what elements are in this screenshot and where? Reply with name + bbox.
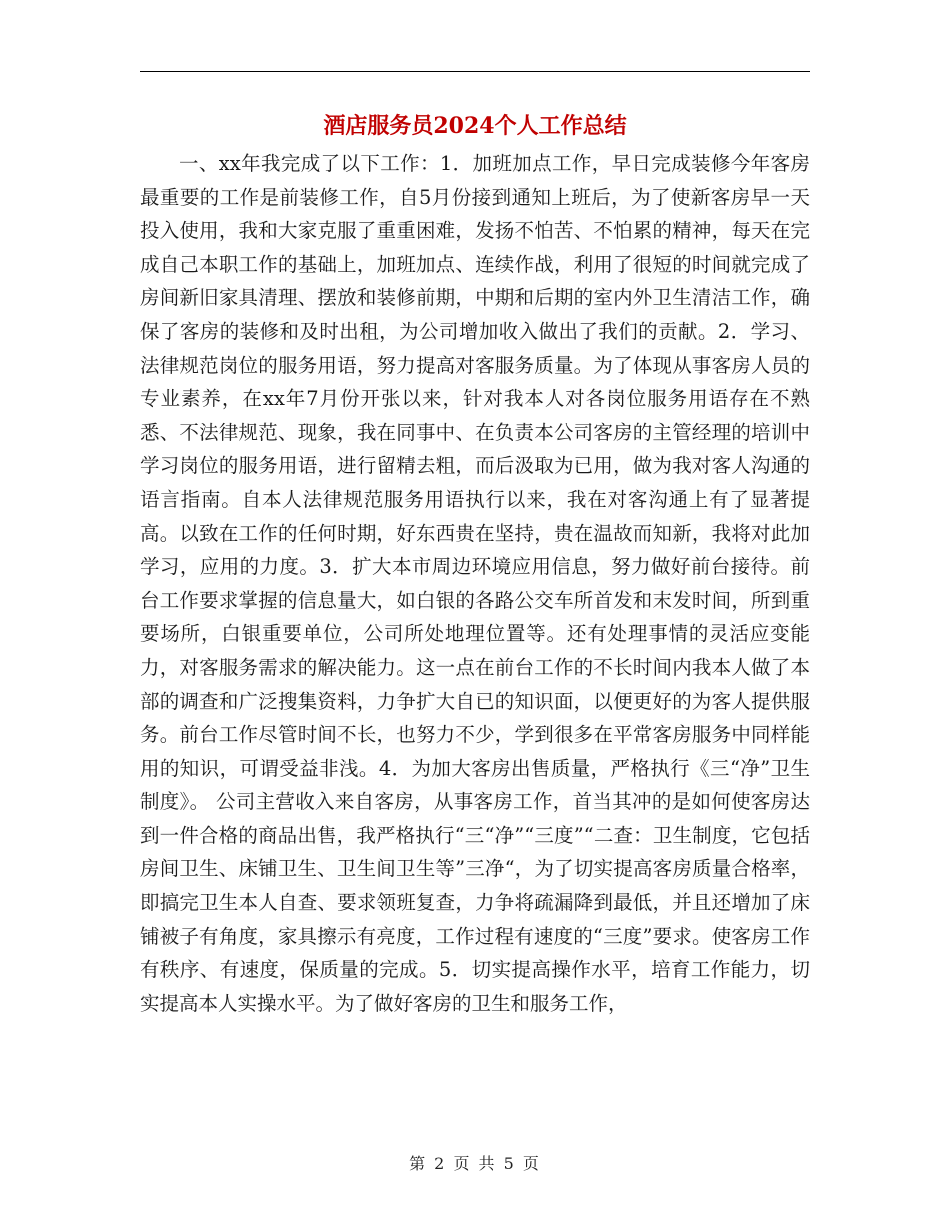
page-number-footer: 第 2 页 共 5 页 [409,1154,541,1173]
header-rule [140,71,810,72]
document-title: 酒店服务员2024个人工作总结 [323,113,627,139]
body-paragraph: 一、xx年我完成了以下工作：1．加班加点工作，早日完成装修今年客房最重要的工作是前装修工作，自5月份接到通知上班后，为了使新客房早一天投入使用，我和大家克服了重重困难，发扬不怕苦、不怕累的精神，每天在完成自己本职工作的基础上，加班加点、连续作战，利用了很短的时间就完成了房间新旧家具清理、摆放和装修前期，中期和后期的室内外卫生清洁工作，确保了客房的装修和及时出租，为公司增加收入做出了我们的贡献。2．学习、法律规范岗位的服务用语，努力提高对客服务质量。为了体现从事客房人员的专业素养，在xx年7月份开张以来，针对我本人对各岗位服务用语存在不熟悉、不法律规范、现象，我在同事中、在负责本公司客房的主管经理的培训中学习岗位的服务用语，进行留精去粗，而后汲取为已用，做为我对客人沟通的语言指南。自本人法律规范服务用语执行以来，我在对客沟通上有了显著提高。以致在工作的任何时期，好东西贵在坚持，贵在温故而知新，我将对此加学习，应用的力度。3．扩大本市周边环境应用信息，努力做好前台接待。前台工作要求掌握的信息量大，如白银的各路公交车所首发和末发时间，所到重要场所，白银重要单位，公司所处地理位置等。还有处理事情的灵活应变能力，对客服务需求的解决能力。这一点在前台工作的不长时间内我本人做了本部的调查和广泛搜集资料，力争扩大自已的知识面，以便更好的为客人提供服务。前台工作尽管时间不长，也努力不少，学到很多在平常客房服务中同样能用的知识，可谓受益非浅。4．为加大客房出售质量，严格执行《三“净”卫生制度》。 公司主营收入来自客房，从事客房工作，首当其冲的是如何使客房达到一件合格的商品出售，我严格执行“三“净”“三度”“二查：卫生制度，它包括房间卫生、床铺卫生、卫生间卫生等”三净“，为了切实提高客房质量合格率，即搞完卫生本人自查、要求领班复查，力争将疏漏降到最低，并且还增加了床铺被子有角度，家具擦示有亮度，工作过程有速度的“三度”要求。使客房工作有秩序、有速度，保质量的完成。5．切实提高操作水平，培育工作能力，切实提高本人实操水平。为了做好客房的卫生和服务工作， [140,152,810,1015]
